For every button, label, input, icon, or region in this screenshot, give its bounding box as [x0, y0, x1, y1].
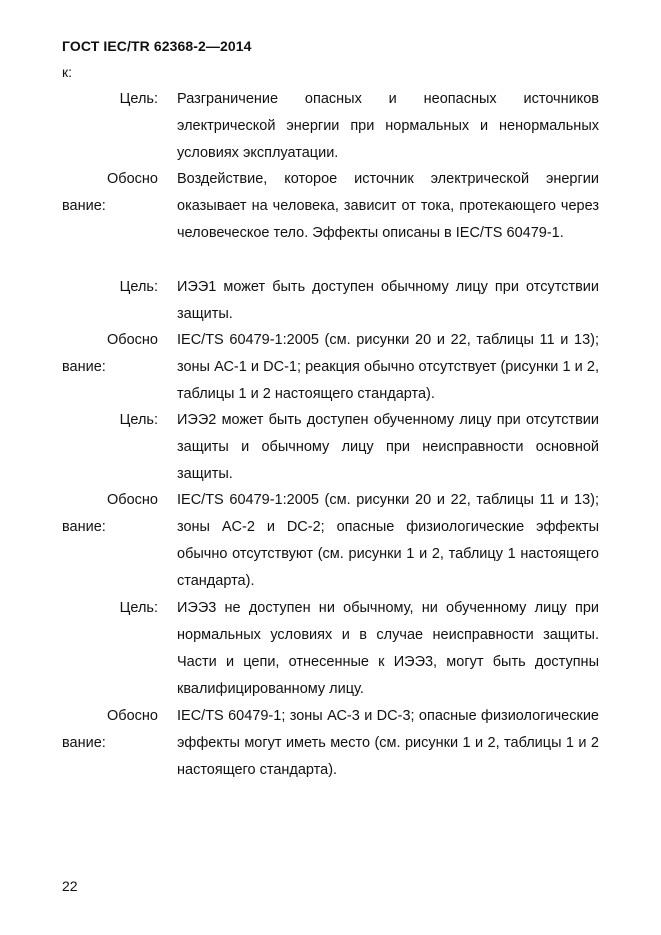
entry-label: Обосно	[107, 708, 158, 724]
entry-label: Цель:	[119, 91, 158, 107]
entry-text: IEC/TS 60479-1; зоны АС-3 и DC-3; опасные физиологические эффекты могут иметь место (см. рисунки 1 и 2, таблицы 1 и 2 настоящего стандарта).	[177, 708, 599, 778]
entry-label: Цель:	[119, 279, 158, 295]
entry-text: Воздействие, которое источник электрической энергии оказывает на человека, зависит от тока, протекающего через человеческое тело. Эффекты описаны в IEC/TS 60479-1.	[177, 171, 599, 241]
entry-text: Разграничение опасных и неопасных источников электрической энергии при нормальных и ненормальных условиях эксплуатации.	[177, 91, 599, 161]
document-header-title: ГОСТ IEC/TR 62368-2—2014	[62, 38, 252, 54]
page-number: 22	[62, 878, 78, 894]
entry-label: Цель:	[119, 600, 158, 616]
entry-label: Обосно	[107, 492, 158, 508]
entry-text: IEC/TS 60479-1:2005 (см. рисунки 20 и 22, таблицы 11 и 13); зоны АС-1 и DC-1; реакция обычно отсутствует (рисунки 1 и 2, таблицы 1 и 2 настоящего стандарта).	[177, 332, 599, 402]
entry-label: Обосно	[107, 171, 158, 187]
entry-label-continuation: вание:	[62, 519, 106, 535]
entry-label-continuation: вание:	[62, 198, 106, 214]
entry-label-continuation: вание:	[62, 359, 106, 375]
entry-text: ИЭЭ1 может быть доступен обычному лицу при отсутствии защиты.	[177, 279, 599, 322]
entry-label: Обосно	[107, 332, 158, 348]
entry-label: Цель:	[119, 412, 158, 428]
entry-label-continuation: вание:	[62, 735, 106, 751]
intro-text: к:	[62, 64, 73, 80]
entry-text: ИЭЭ3 не доступен ни обычному, ни обученному лицу при нормальных условиях и в случае неисправности защиты. Части и цепи, отнесенные к ИЭЭ3, могут быть доступны квалифицированному лицу.	[177, 600, 599, 697]
entry-text: ИЭЭ2 может быть доступен обученному лицу при отсутствии защиты и обычному лицу при неисправности основной защиты.	[177, 412, 599, 482]
entry-text: IEC/TS 60479-1:2005 (см. рисунки 20 и 22, таблицы 11 и 13); зоны AC-2 и DC-2; опасные физиологические эффекты обычно отсутствуют (см. рисунки 1 и 2, таблицу 1 настоящего стандарта).	[177, 492, 599, 589]
